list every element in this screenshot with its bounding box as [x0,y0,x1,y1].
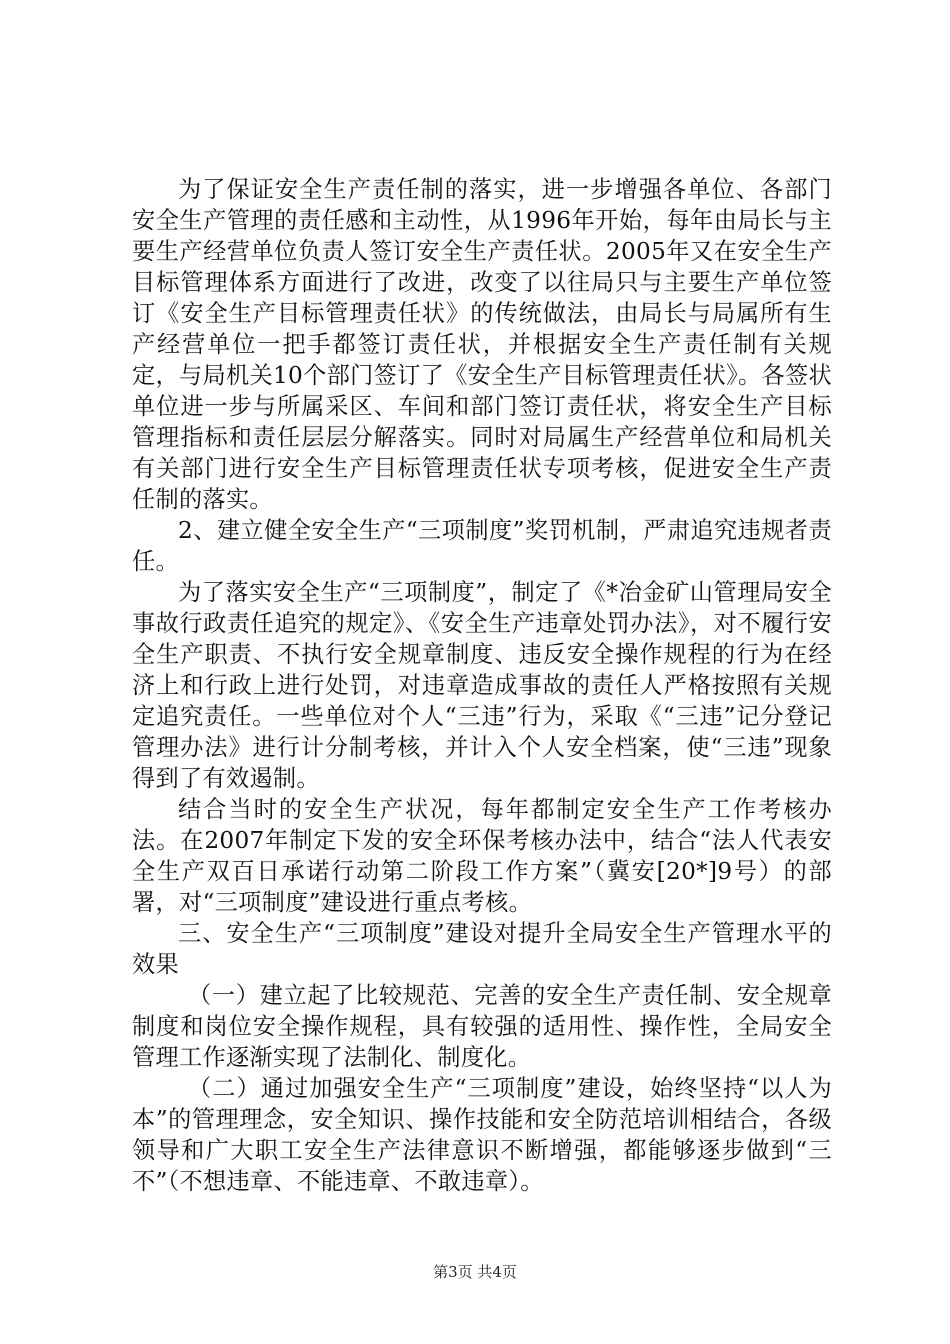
paragraph-assessment-methods: 结合当时的安全生产状况，每年都制定安全生产工作考核办法。在2007年制定下发的安全环保考核办法中，结合“法人代表安全生产双百日承诺行动第二阶段工作方案”（冀安[20*]9号）的部署，对“三项制度”建设进行重点考核。 [132,796,832,916]
page-number: 第3页 共4页 [433,1263,517,1281]
heading-reward-punishment: 2、建立健全安全生产“三项制度”奖罚机制，严肃追究违规者责任。 [132,517,832,575]
paragraph-responsibility-implementation: 为了保证安全生产责任制的落实，进一步增强各单位、各部门安全生产管理的责任感和主动性，从1996年开始，每年由局长与主要生产经营单位负责人签订安全生产责任状。2005年又在安全生产目标管理体系方面进行了改进，改变了以往局只与主要生产单位签订《安全生产目标管理责任状》的传统做法，由局长与局属所有生产经营单位一把手都签订责任状，并根据安全生产责任制有关规定，与局机关10个部门签订了《安全生产目标管理责任状》。各签状单位进一步与所属采区、车间和部门签订责任状，将安全生产目标管理指标和责任层层分解落实。同时对局属生产经营单位和局机关有关部门进行安全生产目标管理责任状专项考核，促进安全生产责任制的落实。 [132,176,832,513]
document-body [132,174,832,1197]
heading-section-three: 三、安全生产“三项制度”建设对提升全局安全生产管理水平的效果 [132,920,832,978]
paragraph-three-systems-measures: 为了落实安全生产“三项制度”，制定了《*冶金矿山管理局安全事故行政责任追究的规定》、《安全生产违章处罚办法》，对不履行安全生产职责、不执行安全规章制度、违反安全操作规程的行为在经济上和行政上进行处罚，对违章造成事故的责任人严格按照有关规定追究责任。一些单位对个人“三违”行为，采取《“三违”记分登记管理办法》进行计分制考核，并计入个人安全档案，使“三违”现象得到了有效遏制。 [132,579,832,792]
paragraph-effect-two: （二）通过加强安全生产“三项制度”建设，始终坚持“以人为本”的管理理念，安全知识、操作技能和安全防范培训相结合，各级领导和广大职工安全生产法律意识不断增强，都能够逐步做到“三不”（不想违章、不能违章、不敢违章）。 [132,1075,832,1195]
paragraph-effect-one: （一）建立起了比较规范、完善的安全生产责任制、安全规章制度和岗位安全操作规程，具有较强的适用性、操作性，全局安全管理工作逐渐实现了法制化、制度化。 [132,982,832,1071]
